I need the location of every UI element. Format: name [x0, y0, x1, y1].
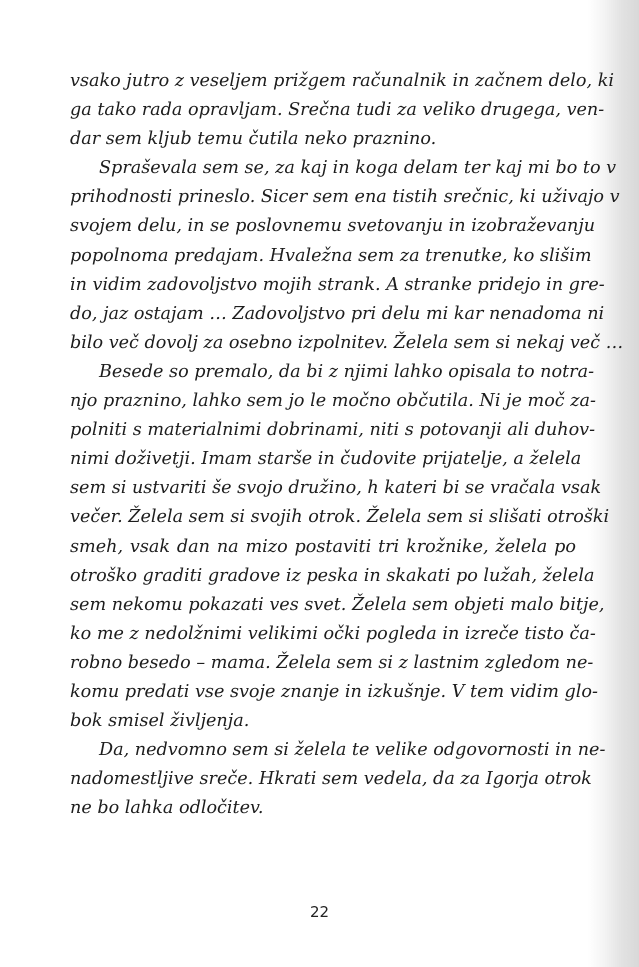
- text-line: ko me z nedolžnimi velikimi očki pogleda in izreče tisto ča-: [70, 623, 596, 644]
- text-line: polniti s materialnimi dobrinami, niti s potovanji ali duhov-: [70, 420, 596, 441]
- text-line: nimi doživetji. Imam starše in čudovite prijatelje, a želela: [70, 449, 582, 470]
- text-line: nadomestljive sreče. Hkrati sem vedela, da za Igorja otrok: [70, 769, 592, 790]
- text-line: popolnoma predajam. Hvaležna sem za trenutke, ko slišim: [70, 245, 592, 266]
- text-line: ne bo lahka odločitev.: [70, 798, 264, 819]
- text-line: robno besedo – mama. Želela sem si z lastnim zgledom ne-: [70, 652, 594, 673]
- text-line: vsako jutro z veseljem prižgem računalnik in začnem delo, ki: [70, 71, 614, 91]
- text-line: bilo več dovolj za osebno izpolnitev. Želela sem si nekaj več …: [70, 332, 624, 353]
- paragraph-1: [70, 67, 614, 154]
- text-line: ga tako rada opravljam. Srečna tudi za veliko drugega, ven-: [70, 100, 605, 121]
- text-line: do, jaz ostajam … Zadovoljstvo pri delu mi kar nenadoma ni: [70, 303, 605, 324]
- text-line: Besede so premalo, da bi z njimi lahko opisala to notra-: [99, 361, 595, 382]
- page-number: 22: [309, 903, 330, 921]
- body-text: [70, 67, 624, 823]
- text-line: njo praznino, lahko sem jo le močno občutila. Ni je moč za-: [70, 391, 596, 412]
- text-line: in vidim zadovoljstvo mojih strank. A stranke pridejo in gre-: [70, 274, 605, 295]
- text-line: večer. Želela sem si svojih otrok. Želela sem si slišati otroški: [70, 507, 610, 528]
- text-line: sem nekomu pokazati ves svet. Želela sem objeti malo bitje,: [70, 594, 605, 615]
- text-line: bok smisel življenja.: [70, 711, 250, 732]
- paragraph-4: [70, 736, 606, 823]
- text-line: komu predati vse svoje znanje in izkušnje. V tem vidim glo-: [70, 681, 598, 702]
- text-line: dar sem kljub temu čutila neko praznino.: [70, 129, 437, 150]
- text-line: svojem delu, in se poslovnemu svetovanju in izobraževanju: [70, 216, 596, 237]
- paragraph-3: [70, 358, 610, 736]
- text-line: otroško graditi gradove iz peska in skakati po lužah, želela: [70, 565, 595, 586]
- text-line: Da, nedvomno sem si želela te velike odgovornosti in ne-: [99, 740, 606, 761]
- text-line: sem si ustvariti še svojo družino, h kateri bi se vračala vsak: [70, 478, 602, 499]
- text-line: Spraševala sem se, za kaj in koga delam ter kaj mi bo to v: [99, 158, 617, 179]
- text-line: prihodnosti prineslo. Sicer sem ena tistih srečnic, ki uživajo v: [70, 187, 620, 208]
- text-line: smeh, vsak dan na mizo postaviti tri krožnike, želela po: [70, 536, 576, 557]
- paragraph-2: [70, 154, 624, 358]
